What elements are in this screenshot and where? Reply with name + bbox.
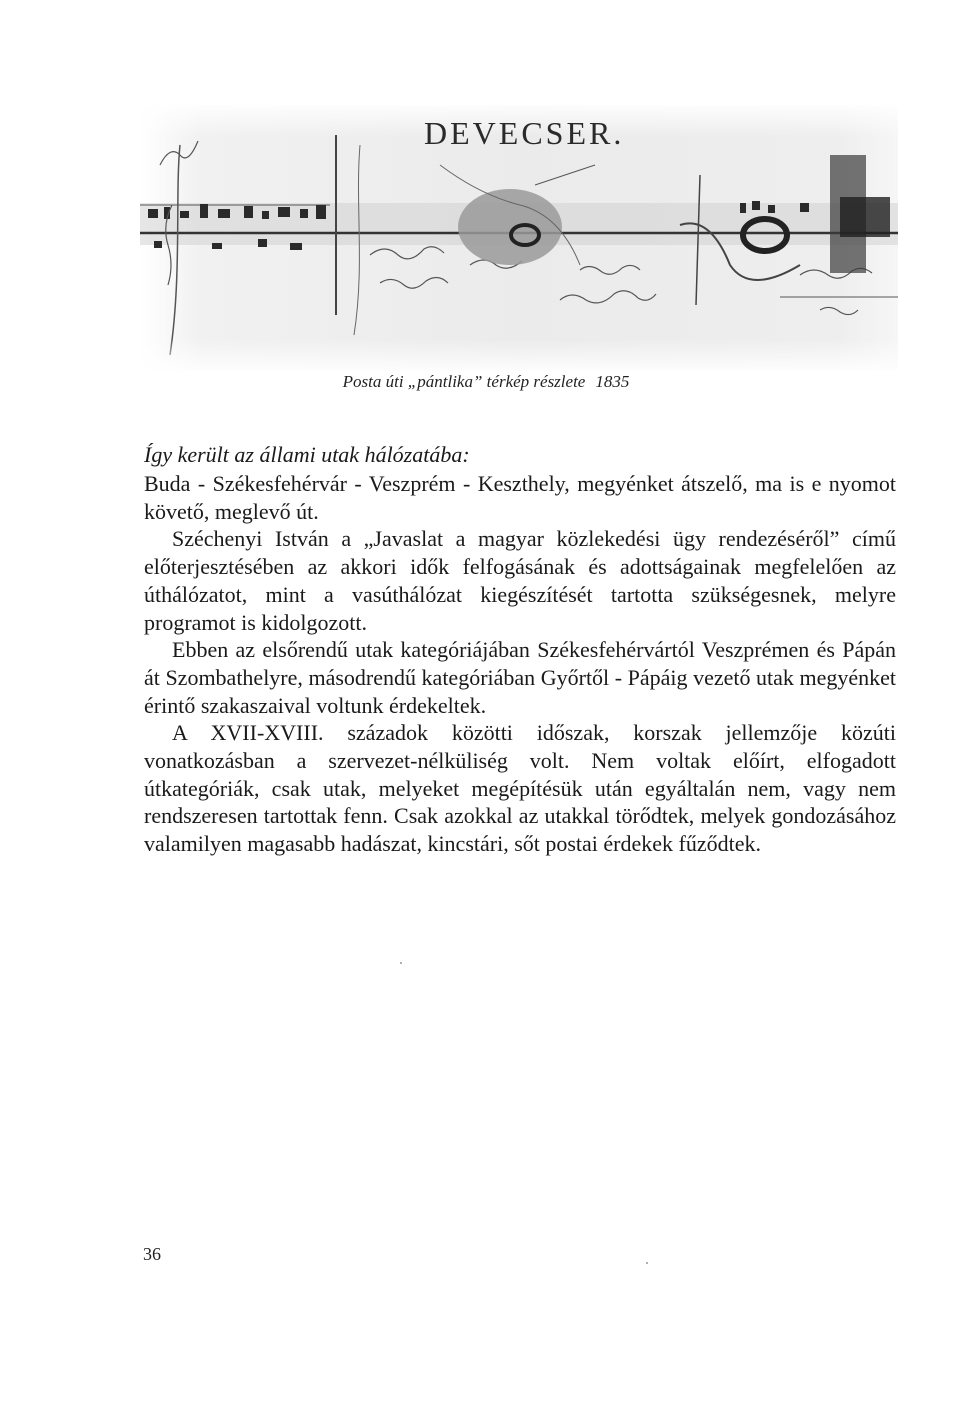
body-text bbox=[144, 470, 896, 858]
paragraph-3: Ebben az elsőrendű utak kategóriájában Székesfehérvártól Veszprémen és Pápán át Szombathelyre, másodrendű kategóriában Győrtől - Pápáig vezető utak megyénket érintő szakaszaival voltunk érdekeltek. bbox=[144, 637, 896, 718]
historic-map-image bbox=[140, 105, 898, 371]
page-number: 36 bbox=[143, 1244, 161, 1264]
paragraph-4: A XVII-XVIII. századok közötti időszak, korszak jellemzője közúti vonatkozásban a szervezet-nélküliség volt. Nem voltak előírt, elfogadott útkategóriák, csak utak, melyeket megépítésük után egyáltalán nem, vagy nem rendszeresen tartottak fenn. Csak azokkal az utakkal törődtek, melyek gondozásához valamilyen magasabb hadászat, kincstári, sőt postai érdekek fűződtek. bbox=[144, 720, 896, 857]
caption-year: 1835 bbox=[595, 372, 630, 391]
scan-speck bbox=[400, 962, 402, 964]
scan-speck bbox=[646, 1262, 648, 1264]
paragraph-2: Széchenyi István a „Javaslat a magyar közlekedési ügy rendezéséről” című előterjesztésében az akkori idők felfogásának és adottságainak megfelelően az úthálózatot, mint a vasúthálózat kiegészítését tartotta szükségesnek, melyre programot is kidolgozott. bbox=[144, 526, 896, 635]
paragraph-1: Buda - Székesfehérvár - Veszprém - Keszthely, megyénket átszelő, ma is e nyomot követő, meglevő út. bbox=[144, 471, 896, 524]
section-heading: Így került az állami utak hálózatába: bbox=[144, 442, 470, 467]
caption-text: Posta úti „pántlika” térkép részlete bbox=[342, 372, 586, 391]
figure-caption bbox=[0, 372, 972, 392]
map-town-label: DEVECSER. bbox=[424, 115, 625, 151]
